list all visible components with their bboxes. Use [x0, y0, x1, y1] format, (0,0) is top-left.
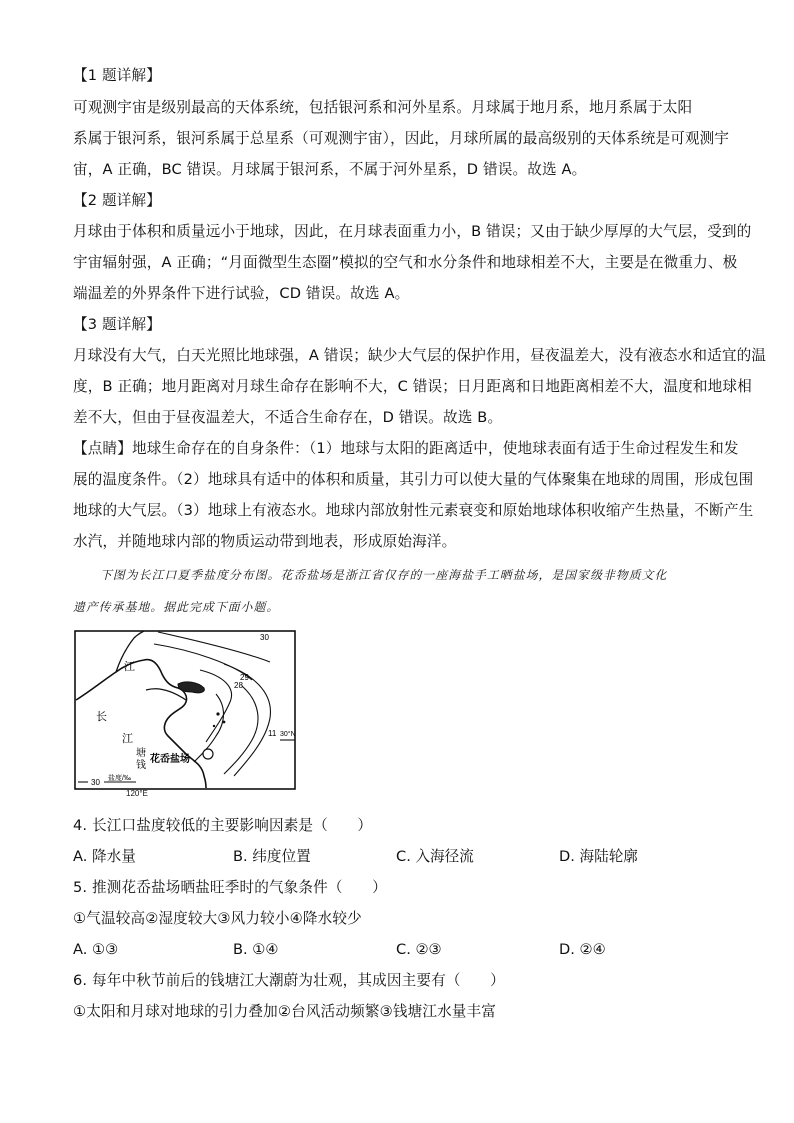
q2-line-3: 端温差的外界条件下进行试验，CD 错误。故选 A。 — [73, 285, 410, 302]
label-jiang-1: 江 — [124, 661, 135, 673]
tip-line-4: 水汽，并随地球内部的物质运动带到地表，形成原始海洋。 — [73, 533, 457, 550]
q1-line-3: 宙，A 正确，BC 错误。月球属于银河系，不属于河外星系，D 错误。故选 A。 — [73, 161, 587, 178]
label-isohaline-29: 29 — [240, 673, 249, 682]
q2-line-1: 月球由于体积和质量远小于地球，因此，在月球表面重力小，B 错误；又由于缺少厚厚的大气层，受到的 — [73, 223, 752, 240]
label-longitude: 120°E — [126, 789, 148, 798]
q3-line-1: 月球没有大气，白天光照比地球强，A 错误；缺少大气层的保护作用，昼夜温差大，没有液态水和适宜的温 — [73, 347, 767, 364]
material-intro-line-1: 下图为长江口夏季盐度分布图。花岙盐场是浙江省仅存的一座海盐手工晒盐场，是国家级非物质文化 — [100, 568, 668, 582]
label-salt-field: 花岙盐场 — [150, 754, 190, 765]
q3-header: 【3 题详解】 — [73, 316, 161, 333]
tip-line-2: 展的温度条件。（2）地球具有适中的体积和质量，其引力可以使大量的气体聚集在地球的周围，形成包围 — [73, 471, 754, 488]
q3-line-2: 度，B 正确；地月距离对月球生命存在影响不大，C 错误；日月距离和日地距离相差不大，温度和地球相 — [73, 378, 752, 395]
q6-stem: 6. 每年中秋节前后的钱塘江大潮蔚为壮观，其成因主要有（ ） — [73, 972, 505, 989]
label-isohaline-11: 11 — [268, 729, 277, 738]
q1-header: 【1 题详解】 — [73, 67, 161, 84]
q2-header: 【2 题详解】 — [73, 192, 161, 209]
q1-line-1: 可观测宇宙是级别最高的天体系统，包括银河系和河外星系。月球属于地月系，地月系属于太阳 — [73, 99, 693, 116]
q2-line-2: 宇宙辐射强，A 正确；“月面微型生态圈”模拟的空气和水分条件和地球相差不大，主要是在微重力、极 — [73, 254, 738, 271]
legend-text: 盐度/‰ — [108, 775, 131, 782]
q4-stem: 4. 长江口盐度较低的主要影响因素是（ ） — [73, 817, 373, 834]
label-tang: 塘 — [136, 748, 146, 759]
tip-line-3: 地球的大气层。（3）地球上有液态水。地球内部放射性元素衰变和原始地球体积收缩产生热量，不断产生 — [73, 502, 754, 519]
label-jiang-2: 江 — [122, 733, 133, 745]
map-frame — [75, 631, 295, 789]
q4-option-d: D. 海陆轮廓 — [559, 848, 638, 865]
q5-option-d: D. ②④ — [559, 941, 606, 958]
q5-option-b: B. ①④ — [233, 941, 279, 958]
q5-conditions: ①气温较高②湿度较大③风力较小④降水较少 — [73, 910, 362, 927]
q5-option-a: A. ①③ — [73, 941, 119, 958]
label-chang: 长 — [96, 711, 107, 723]
tip-line-1: 【点睛】地球生命存在的自身条件：（1）地球与太阳的距离适中，使地球表面有适于生命过程发生和发 — [73, 440, 739, 457]
label-latitude: 30°N — [280, 731, 296, 738]
q4-option-a: A. 降水量 — [73, 848, 136, 865]
q6-conditions: ①太阳和月球对地球的引力叠加②台风活动频繁③钱塘江水量丰富 — [73, 1003, 497, 1020]
label-qian: 钱 — [136, 760, 146, 771]
label-isohaline-28: 28 — [234, 681, 243, 690]
material-intro-line-2: 遗产传承基地。据此完成下面小题。 — [73, 600, 280, 614]
label-isohaline-30: 30 — [260, 633, 269, 642]
q4-option-b: B. 纬度位置 — [233, 848, 311, 865]
legend-value: 30 — [91, 778, 100, 787]
q5-stem: 5. 推测花岙盐场晒盐旺季时的气象条件（ ） — [73, 879, 387, 896]
salinity-map — [74, 630, 296, 798]
salt-field-marker — [203, 749, 213, 759]
q4-option-c: C. 入海径流 — [396, 848, 474, 865]
q3-line-3: 差不大，但由于昼夜温差大，不适合生命存在，D 错误。故选 B。 — [73, 409, 503, 426]
q5-option-c: C. ②③ — [396, 941, 442, 958]
q1-line-2: 系属于银河系，银河系属于总星系（可观测宇宙），因此，月球所属的最高级别的天体系统是可观测宇 — [73, 130, 730, 147]
